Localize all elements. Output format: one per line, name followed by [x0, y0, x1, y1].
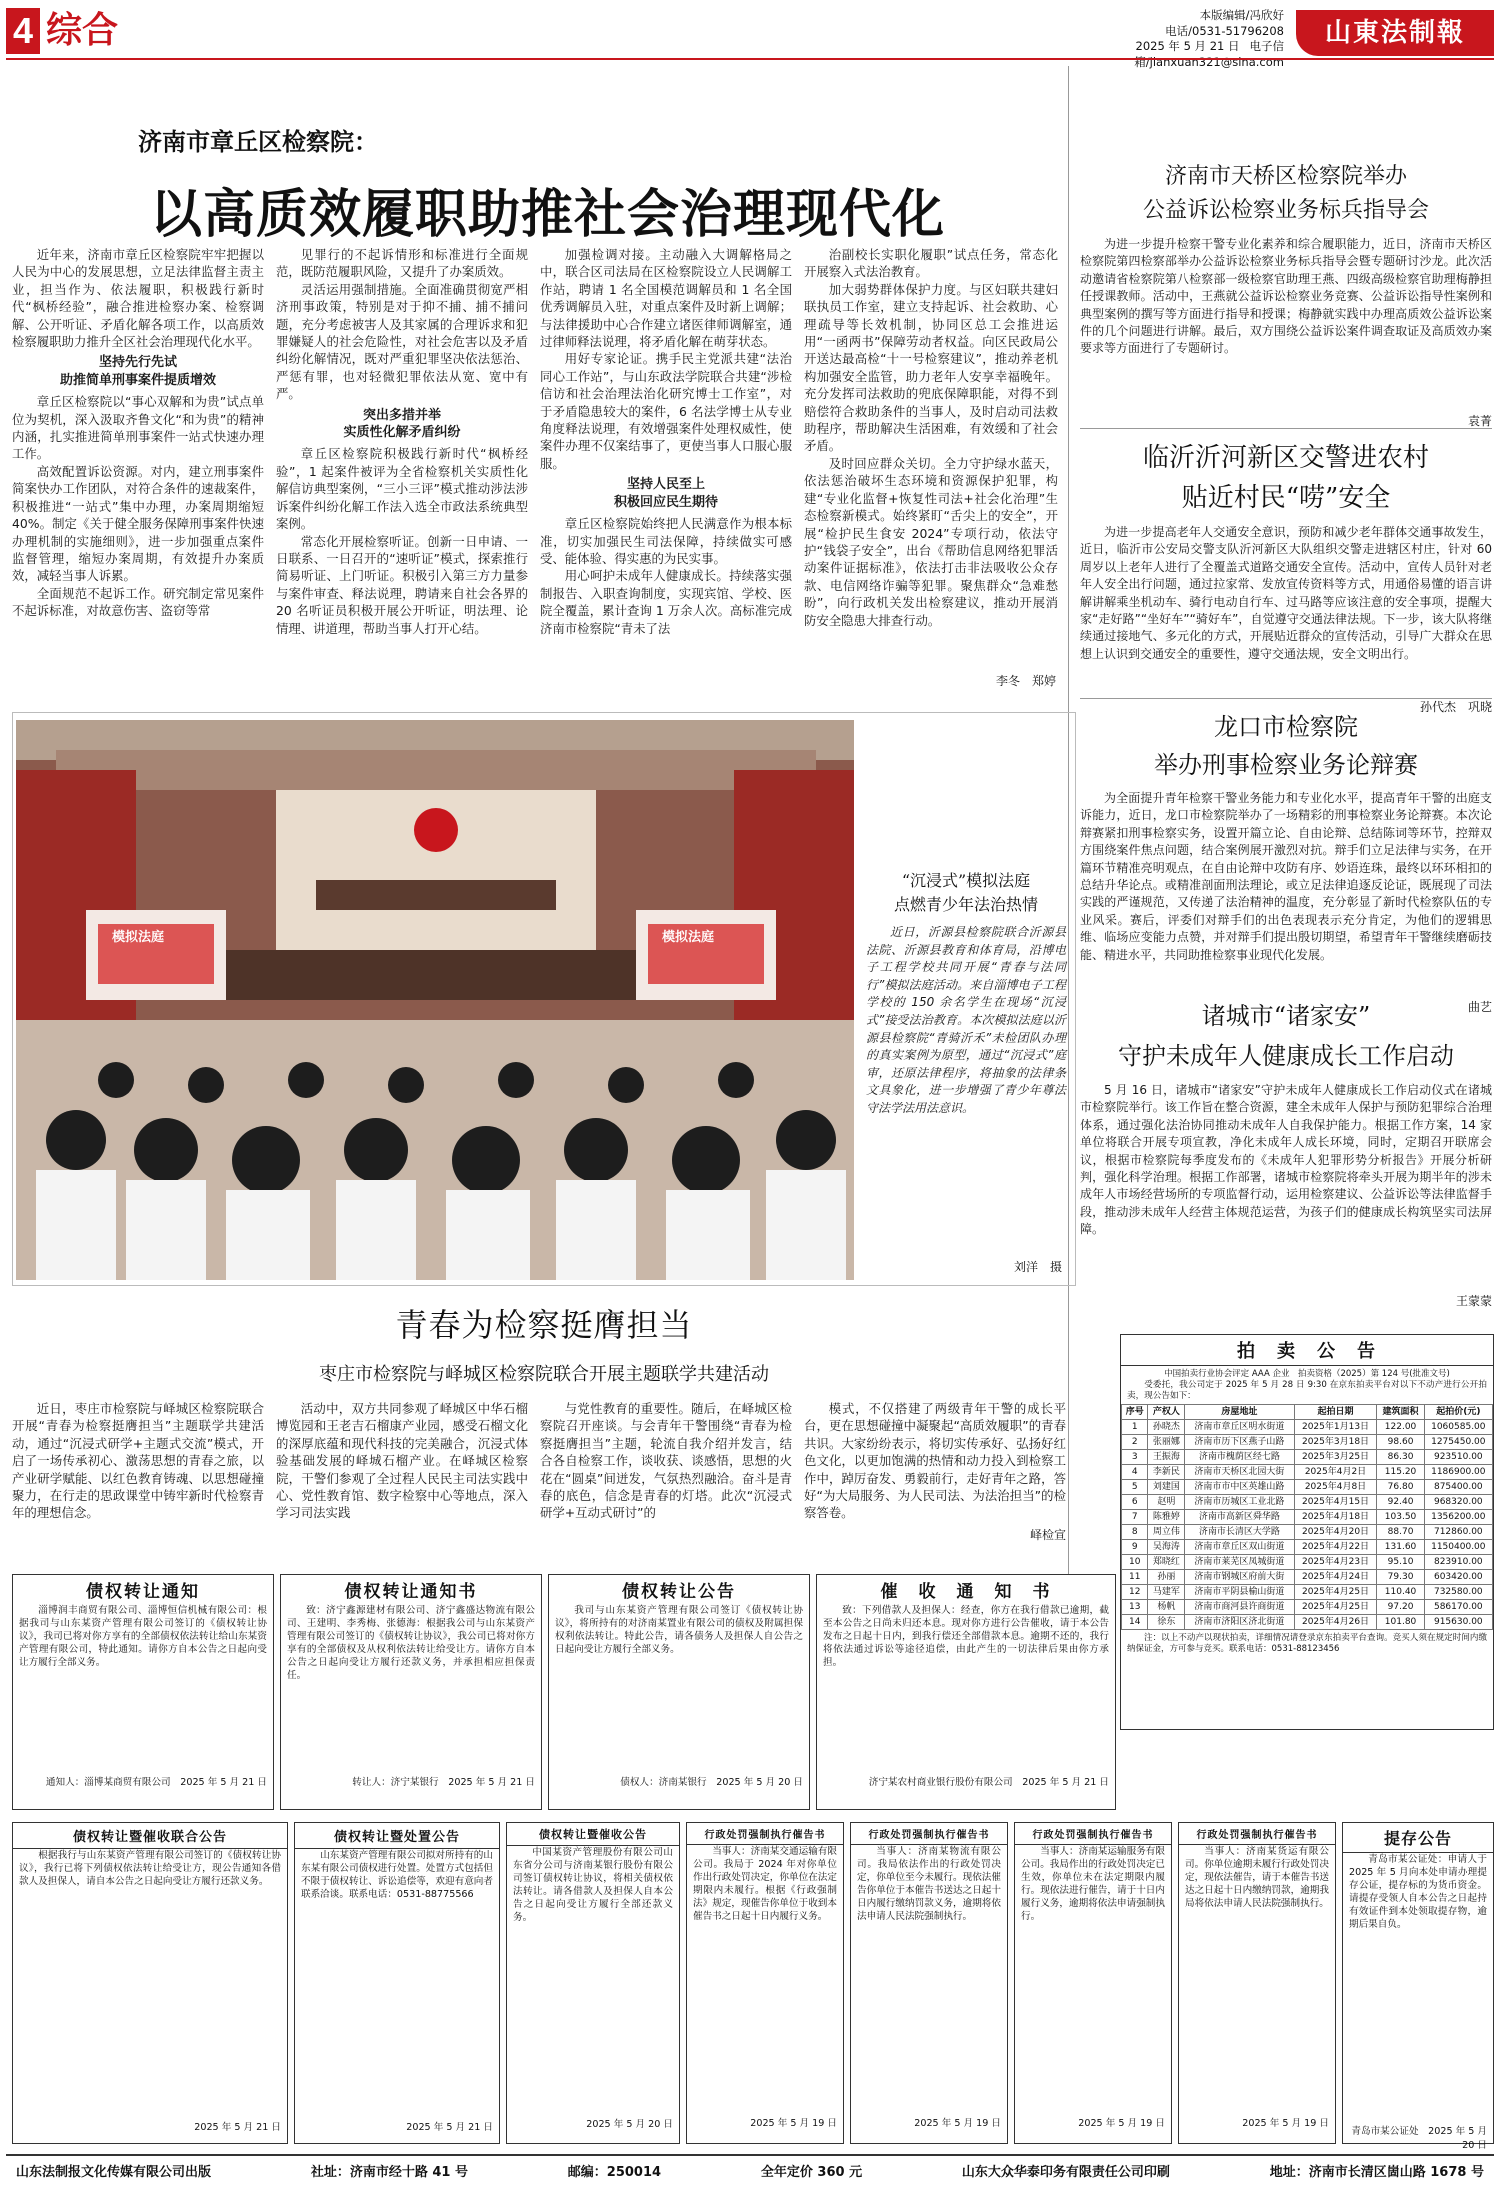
col-header: 起拍价(元) — [1424, 1405, 1492, 1420]
notice-sign: 2025 年 5 月 19 日 — [750, 2118, 837, 2129]
sign-left: 模拟法庭 — [112, 930, 165, 945]
table-cell: 济南市平阴县榆山街道 — [1185, 1585, 1294, 1600]
auction-intro — [1121, 1380, 1493, 1402]
auction-table — [1121, 1404, 1493, 1630]
para: 近日，枣庄市检察院与峄城区检察院联合开展“青春为检察挺膺担当”主题联学共建活动，通过“沉浸式研学+主题式交流”模式，开启了一场传承初心、激荡思想的青春之旅，以产业研学赋能、以红色教育铸魂、以思想碰撞聚力，在行走的思政课堂中铸牢新时代检察青年的理想信念。 — [12, 1401, 264, 1521]
photo-author: 刘洋 摄 — [1013, 1260, 1062, 1274]
main-byline: 李冬 郑婷 — [995, 674, 1056, 688]
para: 5 月 16 日，诸城市“诸家安”守护未成年人健康成长工作启动仪式在诸城市检察院举行。该工作旨在整合资源，建全未成年人保护与预防犯罪综合治理体系，通过强化法治协同推动未成年人自我保护能力。根据工作方案，14 家单位将联合开展专项宣教，净化未成年人成长环境，同时，定期召开联席会议，根据市检察院每季度发布的《未成年人犯罪形势分析报告》开展分析研判，强化科学治理。根据工作部署，诸城市检察院将牵头开展为期半年的涉未成年人市场经营场所的专项监督行动，运用检察建议、公益诉讼等法律监督手段，推动涉未成年人经营主体规范运营，为孩子们的健康成长构筑坚实司法屏障。 — [1080, 1083, 1492, 1237]
table-cell: 2025年4月2日 — [1294, 1465, 1377, 1480]
notice-title: 债权转让公告 — [622, 1582, 736, 1602]
article-byline: 袁菁 — [1467, 414, 1492, 428]
table-cell: 122.00 — [1377, 1420, 1424, 1435]
footer-print-address: 地址：济南市长清区崮山路 1678 号 — [1269, 2164, 1484, 2180]
table-cell: 2025年4月23日 — [1294, 1555, 1377, 1570]
notice-8 — [686, 1822, 844, 2144]
table-cell: 济南市莱芜区凤城街道 — [1185, 1555, 1294, 1570]
notice-11 — [1178, 1822, 1336, 2144]
auction-sub: 中国拍卖行业协会评定 AAA 企业 拍卖资格（2025）第 124 号(批准文号) — [1164, 1369, 1450, 1379]
table-cell: 马建军 — [1148, 1585, 1185, 1600]
main-col-1 — [12, 246, 264, 688]
newspaper-logo: 山東法制報 — [1296, 10, 1494, 56]
table-cell: 8 — [1122, 1525, 1148, 1540]
para: 近日，沂源县检察院联合沂源县法院、沂源县教育和体育局，沿博电子工程学校共同开展“青春与法同行”模拟法庭活动。来自淄博电子工程学校的 150 余名学生在现场“沉浸式”接受法治教育。本次模拟法庭以沂源县检察院“青骑沂禾”未检团队办理的真实案例为原型，通过“沉浸式”庭审，还原法律程序，将抽象的法律条文具象化，进一步增强了青少年尊法守法学法用法意识。 — [866, 925, 1066, 1115]
right-article-4 — [1080, 996, 1492, 1356]
youth-col-1 — [12, 1400, 264, 1540]
notice-sign: 济宁某农村商业银行股份有限公司 2025 年 5 月 21 日 — [868, 1777, 1109, 1788]
main-col-2 — [276, 246, 528, 688]
para: 淄博润丰商贸有限公司、淄博恒信机械有限公司：根据我司与山东某资产管理有限公司签订的《债权转让协议》，我司已将对你方享有的全部债权依法转让给山东某资产管理有限公司，特此通知。请你方自本公告之日起向受让方履行全部义务。 — [19, 1605, 267, 1668]
table-cell: 徐东 — [1148, 1615, 1185, 1630]
para: 治副校长实职化履职”试点任务，常态化开展察入式法治教育。 — [804, 247, 1058, 280]
notice-title: 债权转让暨催收公告 — [507, 1823, 679, 1846]
date: 2025 年 5 月 21 日 — [1135, 39, 1240, 53]
photo-caption-1: “沉浸式”模拟法庭 — [901, 871, 1031, 890]
para: 见罪行的不起诉情形和标准进行全面规范，既防范履职风险，又提升了办案质效。 — [276, 247, 528, 280]
notice-title: 提存公告 — [1343, 1823, 1493, 1853]
table-row — [1122, 1480, 1493, 1495]
notice-1 — [12, 1574, 274, 1810]
table-cell: 济南市商河县许商街道 — [1185, 1600, 1294, 1615]
para: 致：下列借款人及担保人：经查，你方在我行借款已逾期，截至本公告之日尚未归还本息。现对你方进行公告催收，请于本公告发布之日起十日内，到我行偿还全部借款本息。逾期不还的，我行将依法通过诉讼等途径追偿，由此产生的一切法律后果由你方承担。 — [823, 1605, 1109, 1668]
table-cell: 济南市章丘区双山街道 — [1185, 1540, 1294, 1555]
para: 为全面提升青年检察干警业务能力和专业化水平，提高青年干警的出庭支诉能力，近日，龙口市检察院举办了一场精彩的刑事检察业务论辩赛。本次论辩赛紧扣刑事检察实务，设置开篇立论、自由论辩、总结陈词等环节，控辩双方围绕案件焦点问题，结合案例展开激烈对抗。辩手们立足法律与实务，在开篇环节精准亮明观点，在自由论辩中攻防有序、妙语连珠，最终以环环相扣的总结升华论点。或精准剖面刑法理论，或立足法律追逐反论证，既展现了司法实践的严谨规范，又传递了法治精神的温度，充分彰显了新时代检察队伍的专业风采。赛后，评委们对辩手们的出色表现表示充分肯定，为他们的逻辑思维、临场应变能力点赞，并对辩手们提出殷切期望，希望青年干警继续磨砺技能、精进水平，共同助推检察事业现代化发展。 — [1080, 791, 1492, 962]
table-cell: 915630.00 — [1424, 1615, 1492, 1630]
notice-sign: 青岛市某公证处 2025 年 5 月 20 日 — [1351, 2126, 1487, 2151]
para: 为进一步提升检察干警专业化素养和综合履职能力，近日，济南市天桥区检察院第四检察部举办公益诉讼检察业务标兵指导会暨专题研讨沙龙。此次活动邀请省检察院第八检察部一级检察官助理王燕、四级高级检察官助理梅静担任授课教师。活动中，王燕就公益诉讼检察业务竞赛、公益诉讼指导性案例和典型案例的撰写等方面进行指导和授课；梅静就实践中办理高质效公益诉讼案件的几个问题进行讲解。最后，双方围绕公益诉讼案件调查取证及高质效办案要求等方面进行了专题研讨。 — [1080, 237, 1492, 356]
table-row — [1122, 1615, 1493, 1630]
courtroom-image — [16, 720, 854, 1280]
email: 电子信箱/jianxuan321@sina.com — [1134, 39, 1284, 69]
notice-7 — [506, 1822, 680, 2144]
table-cell: 孙晓杰 — [1148, 1420, 1185, 1435]
notice-2 — [280, 1574, 542, 1810]
para: 加大弱势群体保护力度。与区妇联共建妇联执员工作室，建立支持起诉、社会救助、心理疏导等长效机制，协同区总工会推进运用“一函两书”保障劳动者权益。向区民政局公开送达最高检“十一号检察建议”，推动养老机构加强安全监管，助力老年人安享幸福晚年。充分发挥司法救助的兜底保障职能，对得不到赔偿符合救助条件的当事人，及时启动司法救助程序，帮助解决生活困难，有效缓和了社会矛盾。 — [804, 281, 1058, 454]
table-cell: 2025年4月24日 — [1294, 1570, 1377, 1585]
table-cell: 2025年4月18日 — [1294, 1510, 1377, 1525]
notice-title: 行政处罚强制执行催告书 — [1179, 1823, 1335, 1845]
para: 受委托，我公司定于 2025 年 5 月 28 日 9:30 在京东拍卖平台对以下不动产进行公开拍卖，现公告如下： — [1127, 1380, 1487, 1401]
table-cell: 郑晓红 — [1148, 1555, 1185, 1570]
para: 当事人：济南某物流有限公司。我局依法作出的行政处罚决定，你单位至今未履行。现依法催告你单位于本催告书送达之日起十日内履行缴纳罚款义务，逾期将依法申请人民法院强制执行。 — [857, 1846, 1001, 1922]
table-cell: 586170.00 — [1424, 1600, 1492, 1615]
para: 与党性教育的重要性。随后，在峄城区检察院召开座谈。与会青年干警围绕“青春为检察挺膺担当”主题，轮流自我介绍并发言，结合各自检察工作，谈收获、谈感悟，思想的火花在“圆桌”间迸发，气氛热烈融洽。奋斗是青春的底色，信念是青春的灯塔。此次“沉浸式研学+互动式研讨”的 — [540, 1401, 792, 1521]
table-cell: 济南市历城区工业北路 — [1185, 1495, 1294, 1510]
table-cell: 79.30 — [1377, 1570, 1424, 1585]
divider — [1080, 698, 1492, 699]
youth-subtitle: 枣庄市检察院与峄城区检察院联合开展主题联学共建活动 — [319, 1364, 769, 1385]
table-cell: 2025年3月18日 — [1294, 1435, 1377, 1450]
table-row — [1122, 1465, 1493, 1480]
auction-notice — [1120, 1334, 1494, 1730]
table-header — [1122, 1405, 1493, 1420]
table-row — [1122, 1450, 1493, 1465]
table-cell: 1150400.00 — [1424, 1540, 1492, 1555]
footer-price: 全年定价 360 元 — [760, 2164, 863, 2180]
col-header: 建筑面积 — [1377, 1405, 1424, 1420]
table-cell: 2025年4月15日 — [1294, 1495, 1377, 1510]
table-cell: 13 — [1122, 1600, 1148, 1615]
notice-sign: 转让人：济宁某银行 2025 年 5 月 21 日 — [352, 1777, 535, 1788]
notice-title: 行政处罚强制执行催告书 — [851, 1823, 1007, 1845]
notice-5 — [12, 1822, 288, 2144]
table-row — [1122, 1435, 1493, 1450]
table-cell: 1356200.00 — [1424, 1510, 1492, 1525]
table-cell: 98.60 — [1377, 1435, 1424, 1450]
footer-printer: 山东大众华泰印务有限责任公司印刷 — [961, 2164, 1170, 2180]
notice-sign: 2025 年 5 月 21 日 — [194, 2122, 281, 2133]
table-cell: 2025年1月13日 — [1294, 1420, 1377, 1435]
article-title: 济南市天桥区检察院举办 公益诉讼检察业务标兵指导会 — [1142, 164, 1429, 223]
table-row — [1122, 1540, 1493, 1555]
table-cell: 923510.00 — [1424, 1450, 1492, 1465]
section-name: 综合 — [46, 10, 119, 51]
table-cell: 2025年3月25日 — [1294, 1450, 1377, 1465]
table-cell: 2025年4月20日 — [1294, 1525, 1377, 1540]
photo-caption-2: 点燃青少年法治热情 — [893, 895, 1038, 914]
footer-publisher: 山东法制报文化传媒有限公司出版 — [16, 2164, 212, 2180]
youth-title: 青春为检察挺膺担当 — [395, 1306, 693, 1344]
para: 全面规范不起诉工作。研究制定常见案件不起诉标准，对故意伤害、盗窃等常 — [12, 585, 264, 619]
table-cell: 济南市历下区燕子山路 — [1185, 1435, 1294, 1450]
table-cell: 2025年4月22日 — [1294, 1540, 1377, 1555]
table-row — [1122, 1570, 1493, 1585]
article-title: 临沂沂河新区交警进农村 贴近村民“唠”安全 — [1142, 443, 1429, 513]
footer-postcode: 邮编：250014 — [567, 2164, 662, 2180]
table-cell: 济南市长清区大学路 — [1185, 1525, 1294, 1540]
para: 青岛市某公证处：申请人于 2025 年 5 月向本处申请办理提存公证，提存标的为货币资金。请提存受领人自本公告之日起持有效证件到本处领取提存物，逾期后果自负。 — [1349, 1854, 1487, 1930]
notice-3 — [548, 1574, 810, 1810]
article-byline: 王蒙蒙 — [1455, 1294, 1492, 1308]
subhead: 坚持先行先试 助推简单刑事案件提质增效 — [59, 355, 216, 388]
table-cell: 杨帆 — [1148, 1600, 1185, 1615]
table-cell: 2025年4月25日 — [1294, 1600, 1377, 1615]
table-cell: 968320.00 — [1424, 1495, 1492, 1510]
para: 为进一步提高老年人交通安全意识，预防和减少老年群体交通事故发生，近日，临沂市公安局交警支队沂河新区大队组织交警走进辖区村庄，针对 60 周岁以上老年人进行了全覆盖式道路交通安全宣传。活动中，宣传人员针对老年人安全出行问题，通过拉家常、发放宣传资料等方式，用通俗易懂的语言讲解讲解乘坐机动车、骑行电动自行车、过马路等应该注意的安全事项，提醒大家“走好路”“坐好车”“骑好车”，自觉遵守交通法律法规。下一步，该大队将继续通过接地气、多元化的方式，开展贴近群众的宣传活动，引导广大群众在思想上认识到交通安全的重要性，遵守交通法规，安全文明出行。 — [1080, 525, 1492, 661]
notice-sign: 2025 年 5 月 21 日 — [406, 2122, 493, 2133]
para: 加强检调对接。主动融入大调解格局之中，联合区司法局在区检察院设立人民调解工作站，聘请 1 名全国模范调解员和 1 名全国优秀调解员入驻，对重点案件及时新上调解；与法律援助中心合作建立诸医律师调解室，通过律师释法说理，将矛盾化解在萌芽状态。 — [540, 247, 792, 350]
table-cell: 95.10 — [1377, 1555, 1424, 1570]
col-header: 产权人 — [1148, 1405, 1185, 1420]
table-cell: 88.70 — [1377, 1525, 1424, 1540]
page-header — [6, 6, 1494, 69]
table-cell: 9 — [1122, 1540, 1148, 1555]
divider — [1080, 428, 1492, 429]
para: 致：济宁鑫源建材有限公司、济宁鑫盛达物流有限公司、王建明、李秀梅、张德海：根据我公司与山东某资产管理有限公司签订的《债权转让协议》，我公司已将对你方享有的全部债权及从权利依法转让给受让方。请你方自本公告之日起向受让方履行还款义务，并承担相应担保责任。 — [287, 1605, 535, 1681]
phone: 电话/0531-51796208 — [1165, 23, 1284, 38]
main-kicker: 济南市章丘区检察院： — [138, 127, 378, 156]
table-row — [1122, 1600, 1493, 1615]
notice-9 — [850, 1822, 1008, 2144]
notice-title: 债权转让暨催收联合公告 — [13, 1823, 287, 1849]
notice-10 — [1014, 1822, 1172, 2144]
courtroom-photo — [16, 720, 854, 1280]
para: 章丘区检察院积极践行新时代“枫桥经验”，1 起案件被评为全省检察机关实质性化解信访典型案例，“三小三评”模式推动涉法涉诉案件纠纷化解工作法入选全市政法系统典型案例。 — [276, 446, 528, 532]
table-cell: 吴海涛 — [1148, 1540, 1185, 1555]
table-cell: 陈雅婷 — [1148, 1510, 1185, 1525]
editor-info — [1024, 8, 1284, 70]
table-cell: 712860.00 — [1424, 1525, 1492, 1540]
notice-sign: 2025 年 5 月 19 日 — [1078, 2118, 1165, 2129]
youth-col-4 — [804, 1400, 1066, 1530]
para: 用心呵护未成年人健康成长。持续落实强制报告、入职查询制度，实现宾馆、学校、医院全覆盖，累计查询 1 万余人次。高标准完成济南市检察院“青未了法 — [540, 568, 792, 636]
article-title: 龙口市检察院 举办刑事检察业务论辩赛 — [1154, 713, 1418, 779]
notice-sign: 2025 年 5 月 19 日 — [914, 2118, 1001, 2129]
main-col-3 — [540, 246, 792, 688]
col-header: 序号 — [1122, 1405, 1148, 1420]
table-cell: 张丽娜 — [1148, 1435, 1185, 1450]
table-cell: 济南市章丘区明水街道 — [1185, 1420, 1294, 1435]
para: 当事人：济南某货运有限公司。你单位逾期未履行行政处罚决定，现依法催告，请于本催告书送达之日起十日内缴纳罚款，逾期我局将依法申请人民法院强制执行。 — [1185, 1846, 1329, 1909]
table-cell: 1186900.00 — [1424, 1465, 1492, 1480]
table-cell: 2025年4月26日 — [1294, 1615, 1377, 1630]
table-cell: 11 — [1122, 1570, 1148, 1585]
notice-sign: 2025 年 5 月 20 日 — [586, 2119, 673, 2130]
photo-body — [866, 924, 1066, 1254]
table-cell: 823910.00 — [1424, 1555, 1492, 1570]
para: 章丘区检察院以“事心双解和为贵”试点单位为契机，深入汲取齐鲁文化“和为贵”的精神内涵，扎实推进简单刑事案件一站式快速办理工作。 — [12, 394, 264, 462]
table-cell: 92.40 — [1377, 1495, 1424, 1510]
auction-title: 拍 卖 公 告 — [1121, 1335, 1493, 1366]
right-article-1 — [1080, 160, 1492, 428]
para: 注：以上不动产以现状拍卖，详细情况请登录京东拍卖平台查询。竞买人须在规定时间内缴纳保证金，方可参与竞买。联系电话：0531-88123456 — [1127, 1633, 1487, 1654]
para: 常态化开展检察听证。创新一日申请、一日联系、一日召开的“速听证”模式，探索推行简易听证、上门听证。积极引入第三方力量参与案件审查、释法说理，聘请来自社会各界的 20 名听证员积极开展公开听证，明法理、论情理、讲道理，帮助当事人打开心结。 — [276, 533, 528, 636]
table-cell: 5 — [1122, 1480, 1148, 1495]
notice-title: 催 收 通 知 书 — [880, 1582, 1052, 1602]
table-cell: 济南市钢城区府前大街 — [1185, 1570, 1294, 1585]
table-cell: 6 — [1122, 1495, 1148, 1510]
para: 用好专家论证。携手民主党派共建“法治同心工作站”，与山东政法学院联合共建“涉检信访和社会治理法治化研究博士工作室”，对于矛盾隐患较大的案件，6 名法学博士从专业角度释法说理，有效增强案件处理权威性，使案件办理不仅案结事了，更使当事人口服心服服。 — [540, 351, 792, 471]
table-row — [1122, 1585, 1493, 1600]
para: 高效配置诉讼资源。对内，建立刑事案件简案快办工作团队，对符合条件的速裁案件，积极推进“一站式”集中办理，办案周期缩短 40%。制定《关于健全服务保障刑事案件快速办理机制的实施细则》，进一步加强重点案件监督管理，缩短办案周期，有效提升办案质效，减轻当事人诉累。 — [12, 463, 264, 584]
right-article-3 — [1080, 708, 1492, 1014]
table-cell: 1275450.00 — [1424, 1435, 1492, 1450]
para: 章丘区检察院始终把人民满意作为根本标准，切实加强民生司法保障，持续做实可感受、能体验、得实惠的为民实事。 — [540, 516, 792, 566]
para: 近年来，济南市章丘区检察院牢牢把握以人民为中心的发展思想，立足法律监督主责主业，担当作为、依法履职，积极践行新时代“枫桥经验”，融合推进检察办案、检察调解、公开听证、矛盾化解各项工作，以高质效检察履职助力推升全区社会治理现代化水平。 — [12, 247, 264, 350]
table-cell: 王振海 — [1148, 1450, 1185, 1465]
subhead: 坚持人民至上 积极回应民生期待 — [613, 477, 718, 510]
youth-col-3 — [540, 1400, 792, 1540]
main-title: 以高质效履职助推社会治理现代化 — [150, 185, 946, 245]
table-cell: 2025年4月25日 — [1294, 1585, 1377, 1600]
col-header: 房屋地址 — [1185, 1405, 1294, 1420]
table-cell: 732580.00 — [1424, 1585, 1492, 1600]
table-cell: 101.80 — [1377, 1615, 1424, 1630]
table-cell: 孙丽 — [1148, 1570, 1185, 1585]
table-cell: 110.40 — [1377, 1585, 1424, 1600]
table-cell: 97.20 — [1377, 1600, 1424, 1615]
table-cell: 3 — [1122, 1450, 1148, 1465]
table-cell: 12 — [1122, 1585, 1148, 1600]
table-cell: 济南市市中区英雄山路 — [1185, 1480, 1294, 1495]
table-cell: 济南市高新区舜华路 — [1185, 1510, 1294, 1525]
editor: 本版编辑/冯欣好 — [1199, 8, 1284, 22]
notice-sign: 债权人：济南某银行 2025 年 5 月 20 日 — [620, 1777, 803, 1788]
table-cell: 10 — [1122, 1555, 1148, 1570]
article-byline: 曲艺 — [1467, 1000, 1492, 1014]
table-cell: 14 — [1122, 1615, 1148, 1630]
table-cell: 115.20 — [1377, 1465, 1424, 1480]
para: 模式，不仅搭建了两级青年干警的成长平台，更在思想碰撞中凝聚起“高质效履职”的青春共识。大家纷纷表示，将切实传承好、弘扬好红色文化，以更加饱满的热情和动力投入到检察工作中，踔厉奋发、勇毅前行，走好青年之路，答好“为大局服务、为人民司法、为法治担当”的检察答卷。 — [804, 1401, 1066, 1521]
table-row — [1122, 1525, 1493, 1540]
auction-foot — [1121, 1633, 1493, 1655]
table-cell: 875400.00 — [1424, 1480, 1492, 1495]
subhead: 突出多措并举 实质性化解矛盾纠纷 — [343, 407, 461, 441]
table-cell: 603420.00 — [1424, 1570, 1492, 1585]
notice-sign: 2025 年 5 月 19 日 — [1242, 2118, 1329, 2129]
notice-4 — [816, 1574, 1116, 1810]
sign-right: 模拟法庭 — [662, 930, 715, 945]
table-cell: 李新民 — [1148, 1465, 1185, 1480]
table-cell: 103.50 — [1377, 1510, 1424, 1525]
page-number: 4 — [6, 8, 40, 54]
main-col-4 — [804, 246, 1058, 678]
para: 活动中，双方共同参观了峄城区中华石榴博览园和王老吉石榴康产业园，感受石榴文化的深厚底蕴和现代科技的完美融合，沉浸式体验基础发展的峄城石榴产业。在峄城区检察院，干警们参观了全过程人民民主司法实践中心、党性教育馆、数字检察中心等地点，深入学习司法实践 — [276, 1401, 528, 1521]
table-cell: 济南市济阳区济北街道 — [1185, 1615, 1294, 1630]
para: 灵活运用强制措施。全面准确贯彻宽严相济刑事政策，特别是对于抑不捕、捕不捕问题，充分考虑被害人及其家属的合理诉求和犯罪嫌疑人的社会危险性，对社会危害以及矛盾纠纷化解情况，既对严重犯罪坚决依法惩治、严惩有罪，也对轻微犯罪依法从宽、宽中有严。 — [276, 281, 528, 402]
page-footer — [6, 2154, 1494, 2184]
para: 我司与山东某资产管理有限公司签订《债权转让协议》，将所持有的对济南某置业有限公司的债权及附属担保权利依法转让。特此公告，请各债务人及担保人自公告之日起向受让方履行全部义务。 — [555, 1605, 803, 1655]
table-row — [1122, 1420, 1493, 1435]
table-row — [1122, 1510, 1493, 1525]
table-cell: 1 — [1122, 1420, 1148, 1435]
table-cell: 赵明 — [1148, 1495, 1185, 1510]
para: 及时回应群众关切。全力守护绿水蓝天，依法惩治破坏生态环境和资源保护犯罪，构建“专业化监督+恢复性司法+社会化治理”生态检察新模式。始终紧盯“舌尖上的安全”，开展“检护民生食安 2024”专项行动，依法守护“钱袋子安全”，出台《帮助信息网络犯罪活动案件证据标准》，依法打击非法吸收公众存款、电信网络诈骗等犯罪。聚焦群众“急难愁盼”，向行政机关发出检察建议，推动开展消防安全隐患大排查行动。 — [804, 455, 1058, 628]
para: 山东某资产管理有限公司拟对所持有的山东某有限公司债权进行处置。处置方式包括但不限于债权转让、诉讼追偿等，欢迎有意向者联系洽谈。联系电话：0531-88775566 — [301, 1850, 493, 1900]
para: 当事人：济南某交通运输有限公司。我局于 2024 年对你单位作出行政处罚决定，你单位在法定期限内未履行。根据《行政强制法》规定，现催告你单位于收到本催告书之日起十日内履行义务。 — [693, 1846, 837, 1922]
col-header: 起拍日期 — [1294, 1405, 1377, 1420]
notice-title: 债权转让通知 — [86, 1582, 200, 1602]
para: 根据我行与山东某资产管理有限公司签订的《债权转让协议》，我行已将下列债权依法转让给受让方，现公告通知各借款人及担保人，请自本公告之日起向受让方履行还款义务。 — [19, 1850, 281, 1887]
notice-title: 债权转让通知书 — [344, 1582, 478, 1602]
notice-title: 行政处罚强制执行催告书 — [1015, 1823, 1171, 1845]
notice-title: 债权转让暨处置公告 — [295, 1823, 499, 1849]
article-byline: 孙代杰 巩晓 — [1419, 700, 1492, 714]
table-cell: 周立伟 — [1148, 1525, 1185, 1540]
table-cell: 刘建国 — [1148, 1480, 1185, 1495]
header-rule — [6, 58, 1494, 60]
table-cell: 76.80 — [1377, 1480, 1424, 1495]
youth-byline: 峄检宣 — [1029, 1528, 1066, 1542]
table-cell: 4 — [1122, 1465, 1148, 1480]
table-cell: 86.30 — [1377, 1450, 1424, 1465]
table-cell: 1060585.00 — [1424, 1420, 1492, 1435]
table-cell: 济南市槐荫区经七路 — [1185, 1450, 1294, 1465]
table-cell: 2 — [1122, 1435, 1148, 1450]
para: 当事人：济南某运输服务有限公司。我局作出的行政处罚决定已生效，你单位未在法定期限内履行。现依法进行催告，请于十日内履行义务，逾期将依法申请强制执行。 — [1021, 1846, 1165, 1922]
notice-6 — [294, 1822, 500, 2144]
notice-12 — [1342, 1822, 1494, 2151]
youth-col-2 — [276, 1400, 528, 1540]
notice-title: 行政处罚强制执行催告书 — [687, 1823, 843, 1845]
table-cell: 7 — [1122, 1510, 1148, 1525]
footer-address: 社址：济南市经十路 41 号 — [310, 2164, 468, 2180]
article-title: 诸城市“诸家安” 守护未成年人健康成长工作启动 — [1118, 1002, 1454, 1070]
table-cell: 2025年4月8日 — [1294, 1480, 1377, 1495]
table-cell: 济南市天桥区北园大街 — [1185, 1465, 1294, 1480]
table-row — [1122, 1495, 1493, 1510]
notice-sign: 通知人：淄博某商贸有限公司 2025 年 5 月 21 日 — [45, 1777, 267, 1788]
table-row — [1122, 1555, 1493, 1570]
para: 中国某资产管理股份有限公司山东省分公司与济南某银行股份有限公司签订债权转让协议，将相关债权依法转让。请各借款人及担保人自本公告之日起向受让方履行全部还款义务。 — [513, 1847, 673, 1923]
table-cell: 131.60 — [1377, 1540, 1424, 1555]
